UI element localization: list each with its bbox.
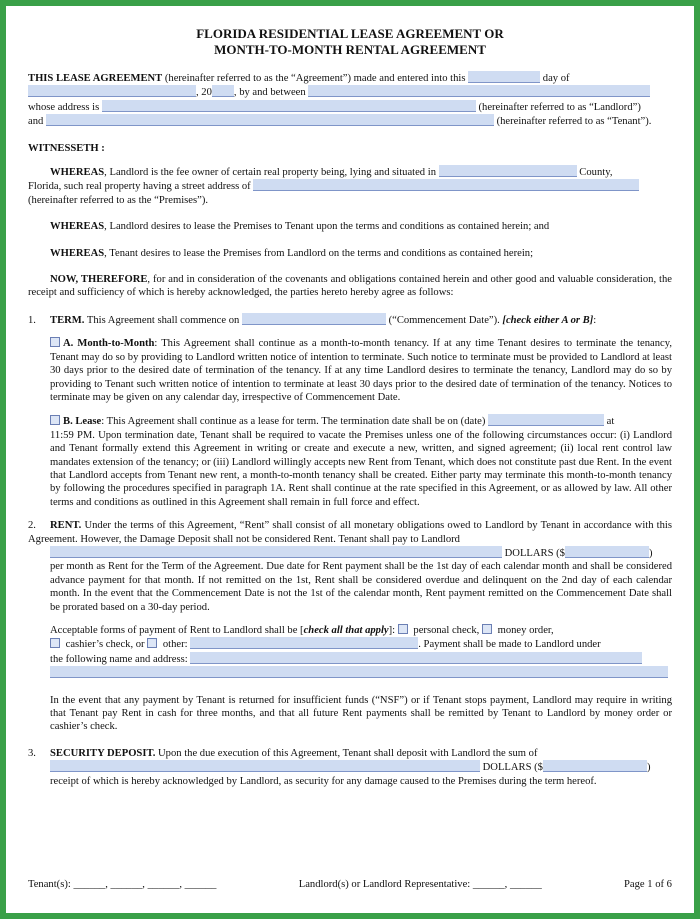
document-title-line1: FLORIDA RESIDENTIAL LEASE AGREEMENT OR: [196, 26, 504, 41]
rent-amount-line: DOLLARS ($ ): [50, 546, 672, 560]
deposit-amount-line: DOLLARS ($ ): [50, 760, 672, 774]
landlord-name-field[interactable]: [308, 85, 650, 97]
whereas-property-paragraph: WHEREAS, Landlord is the fee owner of certain real property being, lying and situated in County, Florida, such real property having a street address of (hereinafter referred to as the “Premises”).: [28, 165, 672, 207]
payee-address-field-2[interactable]: [50, 666, 668, 678]
month-to-month-checkbox[interactable]: [50, 337, 60, 347]
rent-section: 2. RENT. Under the terms of this Agreement, “Rent” shall consist of all monetary obligations owed to Landlord by Tenant in accordance with this Agreement. However, the Damage Deposit shall not be considered Rent. Tenant shall pay to Landlord: [28, 520, 672, 545]
premises-address-field[interactable]: [253, 179, 639, 191]
document-page: [6, 6, 694, 913]
witnesseth-heading: WITNESSETH :: [28, 142, 105, 154]
cashiers-check-checkbox[interactable]: [50, 638, 60, 648]
deposit-amount-words-field[interactable]: [50, 760, 480, 772]
agreement-day-field[interactable]: [468, 71, 540, 83]
other-payment-field[interactable]: [190, 637, 418, 649]
landlord-address-field[interactable]: [102, 100, 476, 112]
rent-terms-paragraph: per month as Rent for the Term of the Agreement. Due date for Rent payment shall be the 1st day of each calendar month and shall be considered advance payment for that month. If not remitted on the 1st, Rent shall be considered overdue and delinquent on the 2nd day of each calendar month. In the event that the Commencement Date is not the 1st of the calendar month, Rent payment remitted on the Commencement Date shall be prorated based on a 30-day period.: [50, 561, 672, 613]
page-footer: [28, 878, 672, 891]
money-order-checkbox[interactable]: [482, 624, 492, 634]
page-number: Page 1 of 6: [624, 878, 672, 890]
term-option-a: A. Month-to-Month: This Agreement shall continue as a month-to-month tenancy. If at any time Tenant desires to terminate the tenancy, Tenant may do so by providing to Landlord written notice of intention to terminate. Such notice to terminate must be provided to Landlord at least 30 days prior to the desired date of termination of the tenancy. If at any time Landlord desires to terminate the tenancy, Landlord may do so by providing to Tenant such written notice of intention to terminate at least 30 days prior to the desired date of termination of the tenancy. Notices to terminate may be given on any calendar day, irrespective of Commencement Date.: [50, 338, 672, 403]
nsf-paragraph: In the event that any payment by Tenant is returned for insufficient funds (“NSF”) or if Tenant stops payment, Landlord may require in writing that Tenant pay Rent in cash for three months, and that all future Rent payments shall be remitted by Tenant to Landlord by money order or cashier’s check.: [50, 694, 672, 733]
whereas-landlord-paragraph: WHEREAS, Landlord desires to lease the Premises to Tenant upon the terms and conditions as contained herein; and: [50, 221, 550, 233]
deposit-receipt-paragraph: receipt of which is hereby acknowledged by Landlord, as security for any damage caused to the Premises during the term hereof.: [50, 775, 597, 787]
term-option-b: B. Lease: This Agreement shall continue as a lease for term. The termination date shall be on (date) at 11:59 PM. Upon termination date, Tenant shall be required to vacate the Premises unless one of the following circumstances occur: (i) Landlord and Tenant formally extend this Agreement in writing or create and execute a new, written, and signed agreement; (ii) local rent control law mandates extension of the tenancy; or (iii) Landlord willingly accepts new Rent from Tenant, which does not constitute past due Rent. In the event that Landlord accepts from Tenant new rent, a month-to-month tenancy shall be created. Either party may terminate this month-to-month tenancy by following the procedures specified in paragraph 1A. Rent shall continue at the rate specified in this Agreement, or as allowed by law. All other terms and conditions as outlined in this Agreement shall remain in full force and effect.: [50, 416, 672, 508]
commencement-date-field[interactable]: [242, 313, 386, 325]
personal-check-checkbox[interactable]: [398, 624, 408, 634]
county-field[interactable]: [439, 165, 577, 177]
other-payment-checkbox[interactable]: [147, 638, 157, 648]
deposit-section: 3. SECURITY DEPOSIT. Upon the due execution of this Agreement, Tenant shall deposit with Landlord the sum of: [28, 747, 538, 759]
rent-amount-number-field[interactable]: [565, 546, 649, 558]
rent-payment-forms: Acceptable forms of payment of Rent to Landlord shall be [check all that apply]: personal check, money order, cashier’s check, or other: . Payment shall be made to Landlord under the following name and address:: [50, 624, 672, 681]
termination-date-field[interactable]: [488, 414, 604, 426]
tenant-initials[interactable]: Tenant(s): ______, ______, ______, ______: [28, 878, 217, 890]
payee-name-address-field[interactable]: [190, 652, 642, 664]
document-title-line2: MONTH-TO-MONTH RENTAL AGREEMENT: [214, 42, 486, 57]
whereas-tenant-paragraph: WHEREAS, Tenant desires to lease the Premises from Landlord on the terms and conditions as contained herein;: [50, 247, 534, 259]
term-section-heading: 1. TERM. This Agreement shall commence on (“Commencement Date”). [check either A or B]:: [28, 314, 597, 326]
deposit-amount-number-field[interactable]: [543, 760, 647, 772]
now-therefore-paragraph: NOW, THEREFORE, for and in consideration of the covenants and obligations contained herein and other good and valuable consideration, the receipt and sufficiency of which is hereby acknowledged, the parties hereto hereby agree as follows:: [28, 274, 672, 299]
rent-amount-words-field[interactable]: [50, 546, 502, 558]
agreement-month-field[interactable]: [28, 85, 196, 97]
agreement-year-field[interactable]: [212, 85, 234, 97]
landlord-initials[interactable]: Landlord(s) or Landlord Representative: ______, ______: [298, 878, 542, 890]
intro-lead: THIS LEASE AGREEMENT: [28, 73, 163, 84]
tenant-name-field[interactable]: [46, 114, 494, 126]
intro-paragraph: THIS LEASE AGREEMENT (hereinafter referred to as the “Agreement”) made and entered into this day of , 20 , by and between whose address is (hereinafter referred to as “Landlord”) and (hereinafter referred to as “Tenant”).: [28, 73, 652, 128]
lease-checkbox[interactable]: [50, 415, 60, 425]
